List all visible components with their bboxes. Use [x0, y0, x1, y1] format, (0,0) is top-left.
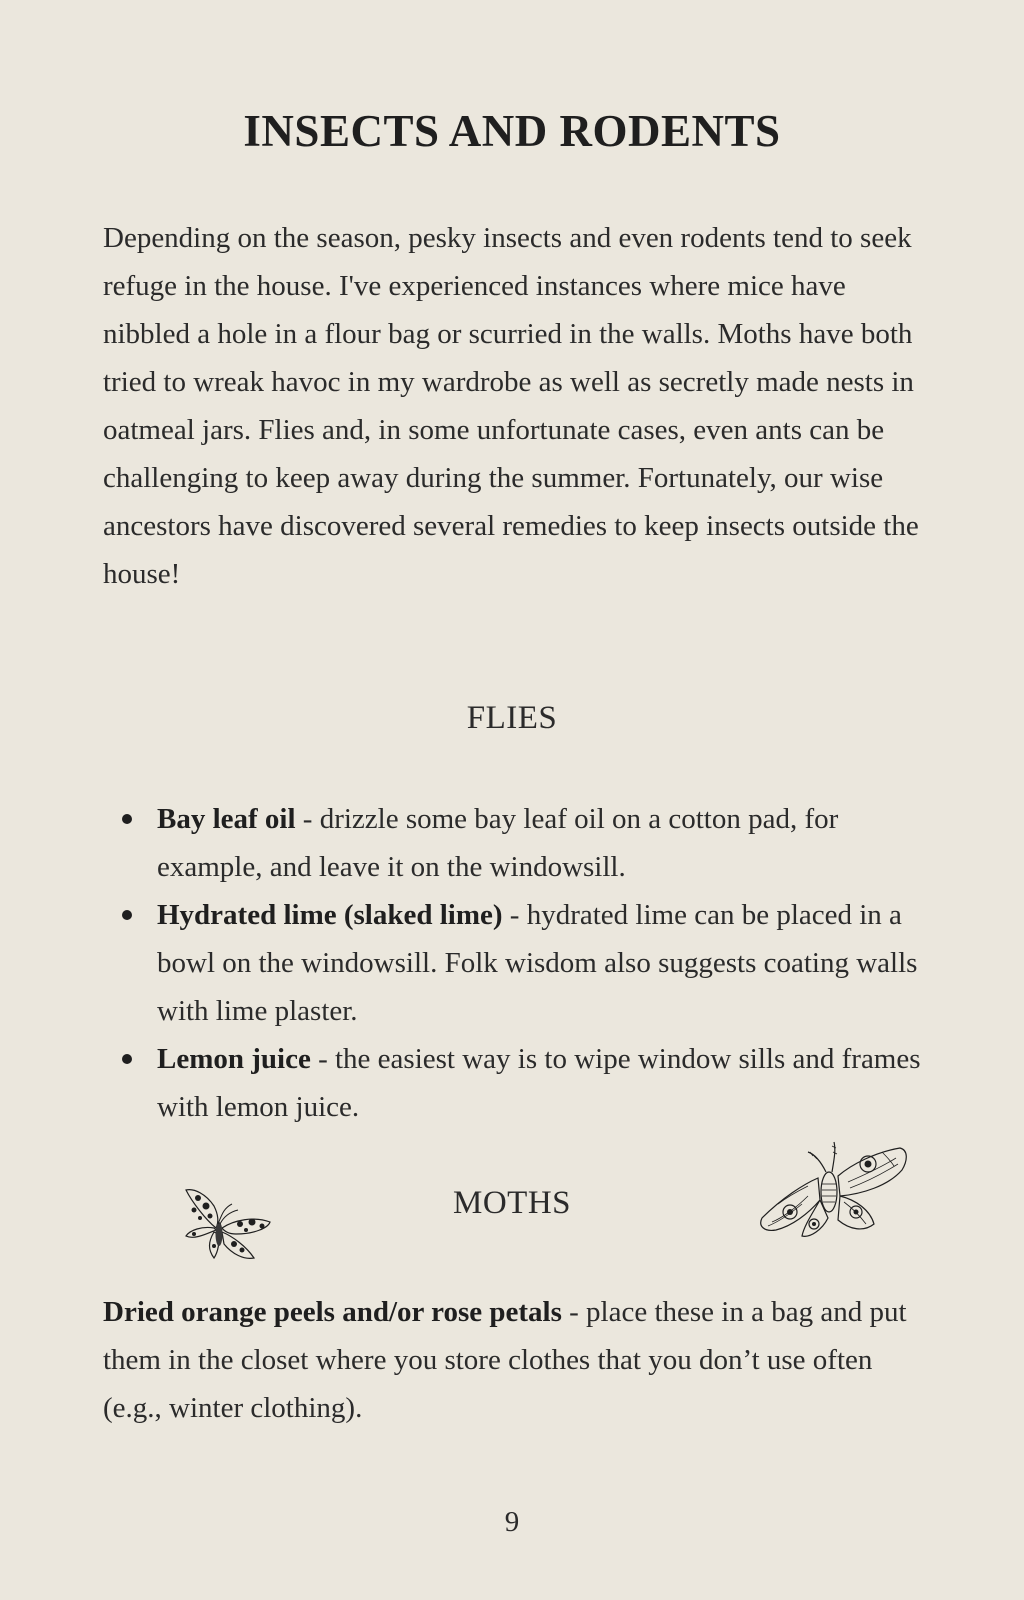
flies-remedy-list: [100, 795, 930, 1131]
list-item: [100, 891, 930, 1035]
list-item: [100, 1035, 930, 1131]
bullet-icon: [122, 814, 132, 824]
remedy-description: - hydrated lime can be placed in a bowl on the windowsill. Folk wisdom also suggests coating walls with lime plaster.: [157, 899, 918, 1027]
remedy-term: Lemon juice: [157, 1043, 311, 1075]
intro-paragraph: Depending on the season, pesky insects and even rodents tend to seek refuge in the house. I've experienced instances where mice have nibbled a hole in a flour bag or scurried in the walls. Moths have both tried to wreak havoc in my wardrobe as well as secretly made nests in oatmeal jars. Flies and, in some unfortunate cases, even ants can be challenging to keep away during the summer. Fortunately, our wise ancestors have discovered several remedies to keep insects outside the house!: [103, 222, 919, 590]
remedy-term: Hydrated lime (slaked lime): [157, 899, 503, 931]
remedy-description: - place these in a bag and put them in the closet where you store clothes that you don’t use often (e.g., winter clothing).: [103, 1296, 907, 1424]
page-number: 9: [504, 1506, 520, 1538]
list-item: [100, 795, 930, 891]
flies-heading: FLIES: [466, 700, 558, 736]
page-title: INSECTS AND RODENTS: [243, 106, 781, 156]
large-moth-illustration: [752, 1138, 910, 1242]
bullet-icon: [122, 910, 132, 920]
remedy-term: Dried orange peels and/or rose petals: [103, 1296, 562, 1328]
moths-remedy-paragraph: [103, 1288, 923, 1432]
remedy-term: Bay leaf oil: [157, 803, 296, 835]
remedy-description: - the easiest way is to wipe window sills and frames with lemon juice.: [157, 1043, 921, 1123]
moths-heading: MOTHS: [452, 1185, 572, 1221]
remedy-description: - drizzle some bay leaf oil on a cotton pad, for example, and leave it on the windowsill.: [157, 803, 839, 883]
bullet-icon: [122, 1054, 132, 1064]
